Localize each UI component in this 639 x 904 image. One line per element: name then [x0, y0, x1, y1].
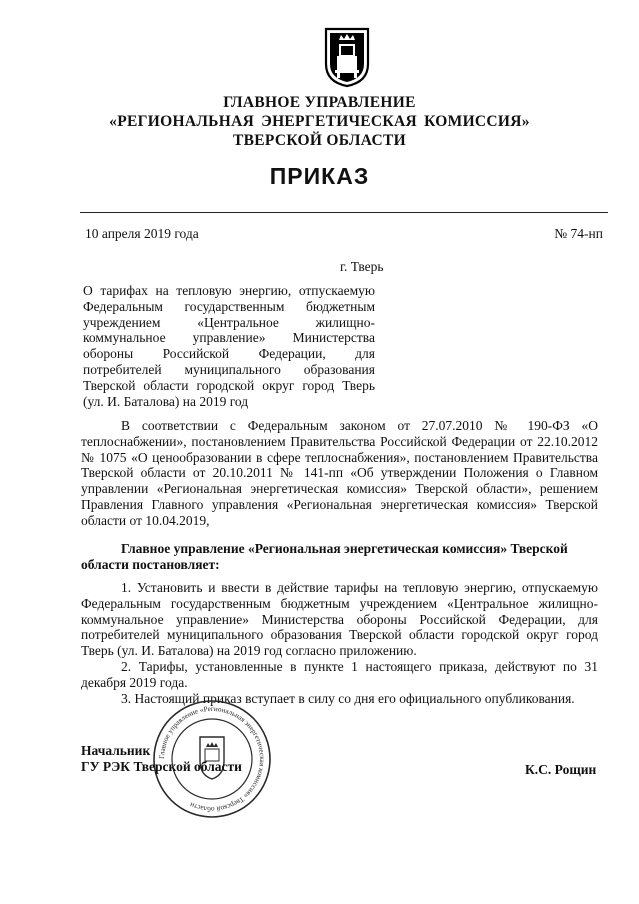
tver-coat-of-arms-icon [323, 26, 371, 88]
document-city: г. Тверь [340, 259, 384, 274]
order-item: 3. Настоящий приказ вступает в силу со дня его официального опубликования. [121, 690, 575, 706]
subject-line: Тверской области городской округ город Тверь [83, 377, 375, 393]
order-item: 1. Установить и ввести в действие тарифы на тепловую энергию, отпускаемую Федеральным государственным бюджетным учреждением «Центральное жилищно-коммунальное управление» Министерства обороны Российской Федерации, для потребителей муниципального образования Тверской области городской округ город Тверь (ул. И. Баталова) на 2019 год согласно приложению. [81, 580, 598, 659]
order-item: 2. Тарифы, установленные в пункте 1 настоящего приказа, действуют по 31 декабря 2019 года. [81, 658, 598, 690]
subject-line: учреждением «Центральное жилищно- [83, 314, 375, 330]
document-date: 10 апреля 2019 года [85, 226, 199, 241]
org-name-line-2: «РЕГИОНАЛЬНАЯ ЭНЕРГЕТИЧЕСКАЯ КОМИССИЯ» [109, 113, 530, 130]
signatory-position-line: ГУ РЭК Тверской области [81, 759, 242, 774]
header-divider [80, 212, 608, 213]
subject-line: коммунальное управление» Министерства [83, 330, 375, 346]
stamp-ring-text: Главное управление «Региональная энергетическая комиссия» Тверской области [157, 704, 267, 814]
document-type-title: ПРИКАЗ [269, 163, 370, 189]
org-name-line-1: ГЛАВНОЕ УПРАВЛЕНИЕ [223, 94, 416, 111]
preamble-paragraph: В соответствии с Федеральным законом от 27.07.2010 № 190-ФЗ «О теплоснабжении», постановлением Правительства Российской Федерации от 22.10.2012 № 1075 «О ценообразовании в сфере теплоснабжения», постановлением Правительства Тверской области от 20.10.2011 № 141-пп «Об утверждении Положения о Главном управлении «Региональная энергетическая комиссия» Тверской области», решением Правления Главного управления «Региональная энергетическая комиссия» Тверской области от 10.04.2019, [81, 418, 598, 528]
subject-line: обороны Российской Федерации, для [83, 346, 375, 362]
subject-line: Федеральным государственным бюджетным [83, 298, 375, 314]
signatory-position-line: Начальник [81, 743, 151, 758]
subject-line: потребителей муниципального образования [83, 361, 375, 377]
order-items [81, 580, 598, 706]
document-subject [83, 283, 375, 409]
subject-line: О тарифах на тепловую энергию, отпускаемую [83, 283, 375, 298]
decree-statement: Главное управление «Региональная энергетическая комиссия» Тверской области постановляет: [81, 541, 568, 572]
signatory-name: К.С. Рощин [525, 762, 597, 777]
org-name-line-3: ТВЕРСКОЙ ОБЛАСТИ [233, 132, 406, 149]
subject-line: (ул. И. Баталова) на 2019 год [83, 393, 249, 409]
signatory-position [81, 743, 242, 775]
document-number: № 74-нп [554, 226, 603, 241]
